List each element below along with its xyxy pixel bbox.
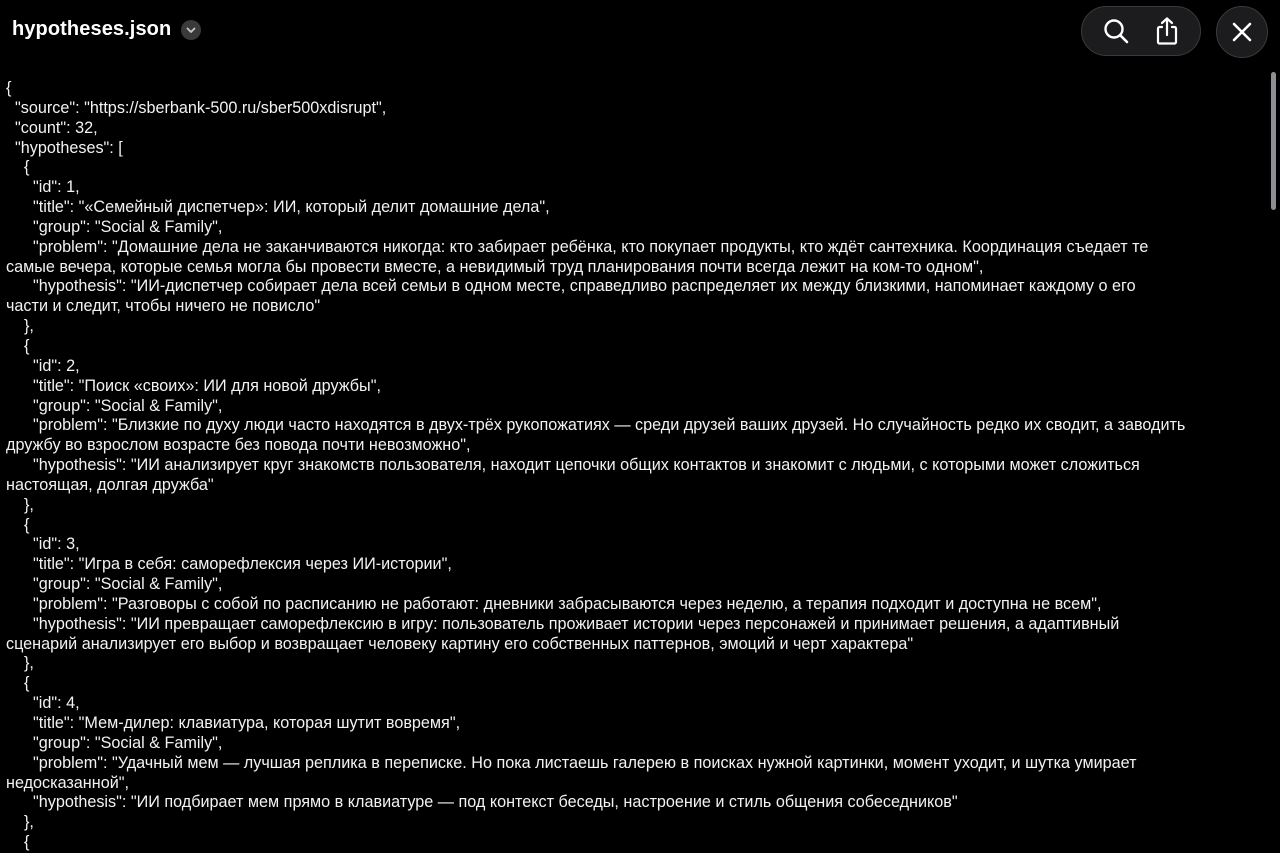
- code-line: {: [6, 79, 12, 97]
- top-bar: [0, 0, 1280, 64]
- code-line: части и следит, чтобы ничего не повисло": [6, 297, 321, 316]
- code-line: "hypotheses": [: [6, 138, 123, 157]
- code-line: },: [6, 654, 34, 673]
- file-title-menu[interactable]: [12, 18, 201, 41]
- code-line: {: [6, 833, 30, 852]
- code-line: {: [6, 674, 30, 693]
- code-line: "title": "Игра в себя: саморефлексия через ИИ-истории",: [6, 555, 452, 574]
- code-line: {: [6, 515, 30, 534]
- code-line: {: [6, 158, 30, 177]
- code-line: "source": "https://sberbank-500.ru/sber500xdisrupt",: [6, 98, 387, 117]
- code-line: {: [6, 336, 30, 355]
- json-text-view[interactable]: [6, 79, 1274, 852]
- code-line: "id": 3,: [6, 535, 80, 554]
- share-icon: [1153, 16, 1181, 46]
- code-line: },: [6, 813, 34, 832]
- code-line: "count": 32,: [6, 118, 98, 137]
- code-line: "hypothesis": "ИИ анализирует круг знакомств пользователя, находит цепочки общих контактов и знакомит с людьми, с которыми может сложиться: [6, 456, 1140, 475]
- code-line: "title": "«Семейный диспетчер»: ИИ, который делит домашние дела",: [6, 198, 550, 217]
- code-line: "problem": "Близкие по духу люди часто находятся в двух-трёх рукопожатиях — среди друзей ваших друзей. Но случайность редко их сводит, а заводить: [6, 416, 1186, 435]
- search-icon: [1102, 17, 1130, 45]
- action-pill: [1081, 6, 1201, 56]
- code-line: настоящая, долгая дружба": [6, 475, 214, 494]
- code-line: сценарий анализирует его выбор и возвращает человеку картину его собственных паттернов, эмоций и черт характера": [6, 634, 914, 653]
- code-line: "id": 1,: [6, 178, 80, 197]
- code-line: "problem": "Удачный мем — лучшая реплика в переписке. Но пока листаешь галерею в поисках нужной картинки, момент уходит, и шутка умирает: [6, 753, 1137, 772]
- code-line: "hypothesis": "ИИ превращает саморефлексию в игру: пользователь проживает истории через персонажей и принимает решения, а адаптивный: [6, 614, 1120, 633]
- code-line: },: [6, 495, 34, 514]
- vertical-scrollbar[interactable]: [1271, 72, 1276, 210]
- code-line: самые вечера, которые семья могла бы провести вместе, а невидимый труд планирования почти всегда лежит на ком-то одном",: [6, 257, 984, 276]
- code-line: "problem": "Домашние дела не заканчиваются никогда: кто забирает ребёнка, кто покупает продукты, кто ждёт сантехника. Координация съедает те: [6, 237, 1149, 256]
- code-line: "id": 4,: [6, 694, 80, 713]
- code-line: "hypothesis": "ИИ подбирает мем прямо в клавиатуре — под контекст беседы, настроение и стиль общения собеседников": [6, 793, 958, 812]
- code-line: "group": "Social & Family",: [6, 733, 223, 752]
- chevron-down-icon[interactable]: [181, 20, 201, 40]
- code-line: "id": 2,: [6, 356, 80, 375]
- close-icon: [1230, 20, 1254, 44]
- share-button[interactable]: [1145, 9, 1189, 53]
- code-line: "group": "Social & Family",: [6, 396, 223, 415]
- code-line: },: [6, 317, 34, 336]
- code-line: "title": "Мем-дилер: клавиатура, которая шутит вовремя",: [6, 714, 461, 732]
- code-line: "group": "Social & Family",: [6, 217, 223, 236]
- search-button[interactable]: [1094, 9, 1138, 53]
- close-button[interactable]: [1216, 6, 1268, 58]
- code-line: "group": "Social & Family",: [6, 575, 223, 594]
- code-line: дружбу во взрослом возрасте без повода почти невозможно",: [6, 436, 471, 455]
- code-line: "problem": "Разговоры с собой по расписанию не работают: дневники забрасываются через неделю, а терапия подходит и доступна не всем",: [6, 594, 1102, 613]
- code-line: "title": "Поиск «своих»: ИИ для новой дружбы",: [6, 376, 381, 395]
- code-line: недосказанной",: [6, 773, 129, 792]
- code-line: "hypothesis": "ИИ-диспетчер собирает дела всей семьи в одном месте, справедливо распределяет их между близкими, напоминает каждому о его: [6, 277, 1136, 296]
- file-title: hypotheses.json: [12, 18, 172, 40]
